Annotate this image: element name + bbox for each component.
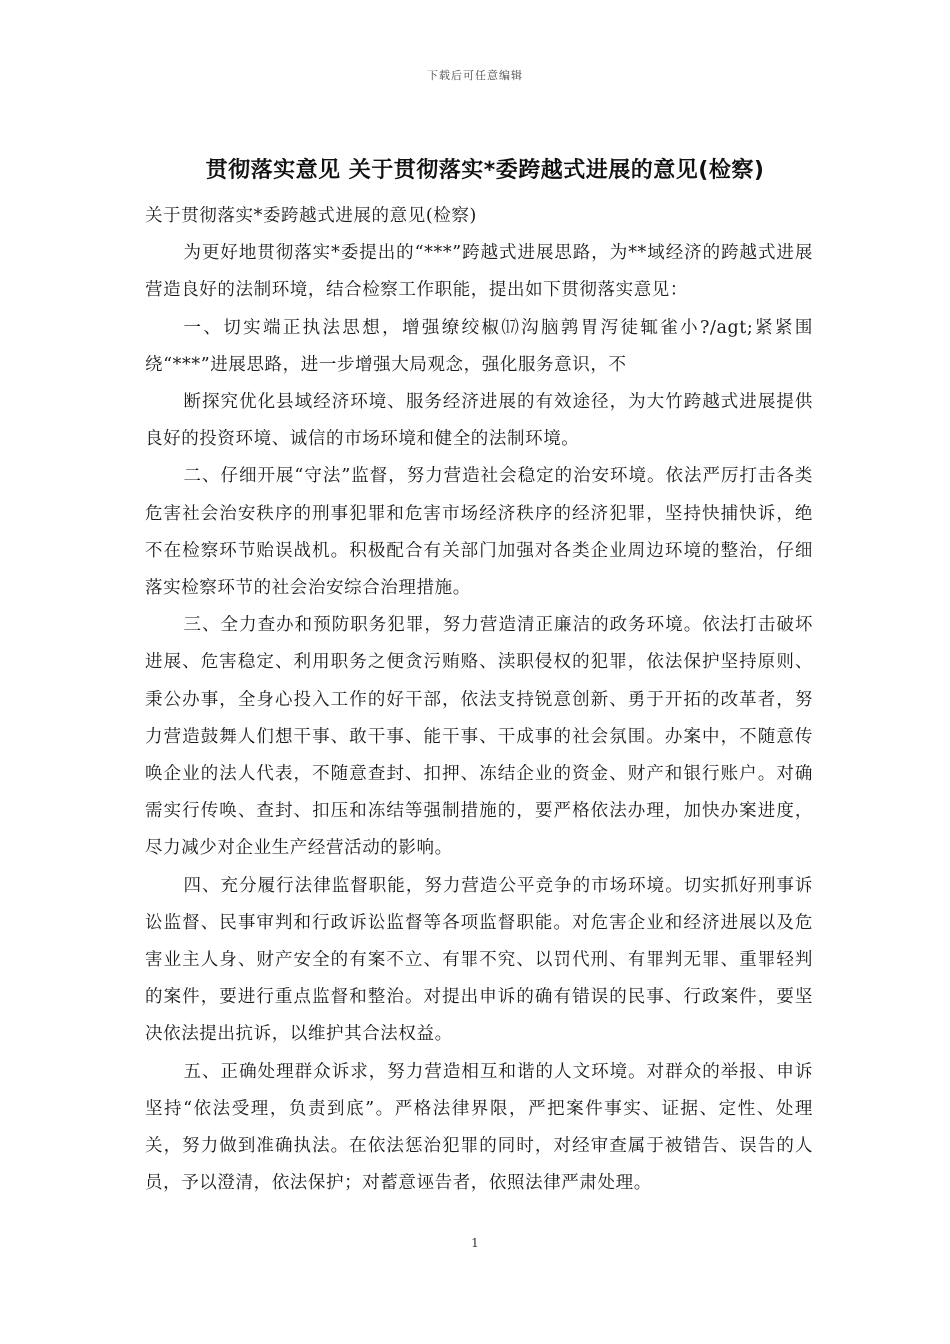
page-number: 1 — [471, 1236, 479, 1250]
paragraph-2: 二、仔细开展“守法”监督，努力营造社会稳定的治安环境。依法严厉打击各类危害社会治安秩序的刑事犯罪和危害市场经济秩序的经济犯罪，坚持快捕快诉，绝不在检察环节贻误战机。积极配合有关部门加强对各类企业周边环境的整治，仔细落实检察环节的社会治安综合治理措施。 — [145, 466, 813, 599]
document-title: 贯彻落实意见 关于贯彻落实*委跨越式进展的意见(检察) — [205, 158, 765, 183]
header-note: 下载后可任意编辑 — [427, 69, 523, 82]
paragraph-4: 四、充分履行法律监督职能，努力营造公平竞争的市场环境。切实抓好刑事诉讼监督、民事审判和行政诉讼监督等各项监督职能。对危害企业和经济进展以及危害业主人身、财产安全的有案不立、有罪不究、以罚代刑、有罪判无罪、重罪轻判的案件，要进行重点监督和整治。对提出申诉的确有错误的民事、行政案件，要坚决依法提出抗诉，以维护其合法权益。 — [145, 875, 813, 1045]
paragraph-1: 一、切实端正执法思想，增强缭绞椒⒄沟脑鹑胃泻徒辄雀小?/agt;紧紧围绕“***”进展思路，进一步增强大局观念，强化服务意识，不 — [145, 317, 813, 375]
paragraph-intro: 为更好地贯彻落实*委提出的“***”跨越式进展思路，为**域经济的跨越式进展营造良好的法制环境，结合检察工作职能，提出如下贯彻落实意见： — [145, 243, 813, 301]
document-subtitle: 关于贯彻落实*委跨越式进展的意见(检察) — [145, 206, 477, 226]
document-body — [145, 198, 813, 1202]
paragraph-3: 三、全力查办和预防职务犯罪，努力营造清正廉洁的政务环境。依法打击破坏进展、危害稳定、利用职务之便贪污贿赂、渎职侵权的犯罪，依法保护坚持原则、秉公办事，全身心投入工作的好干部，依法支持锐意创新、勇于开拓的改革者，努力营造鼓舞人们想干事、敢干事、能干事、干成事的社会氛围。办案中，不随意传唤企业的法人代表，不随意查封、扣押、冻结企业的资金、财产和银行账户。对确需实行传唤、查封、扣压和冻结等强制措施的，要严格依法办理，加快办案进度，尽力减少对企业生产经营活动的影响。 — [145, 615, 813, 859]
paragraph-5: 五、正确处理群众诉求，努力营造相互和谐的人文环境。对群众的举报、申诉坚持“依法受理，负责到底”。严格法律界限，严把案件事实、证据、定性、处理关，努力做到准确执法。在依法惩治犯罪的同时，对经审查属于被错告、误告的人员，予以澄清，依法保护；对蓄意诬告者，依照法律严肃处理。 — [145, 1061, 813, 1194]
paragraph-1-continued: 断探究优化县域经济环境、服务经济进展的有效途径，为大竹跨越式进展提供良好的投资环境、诚信的市场环境和健全的法制环境。 — [145, 392, 813, 450]
